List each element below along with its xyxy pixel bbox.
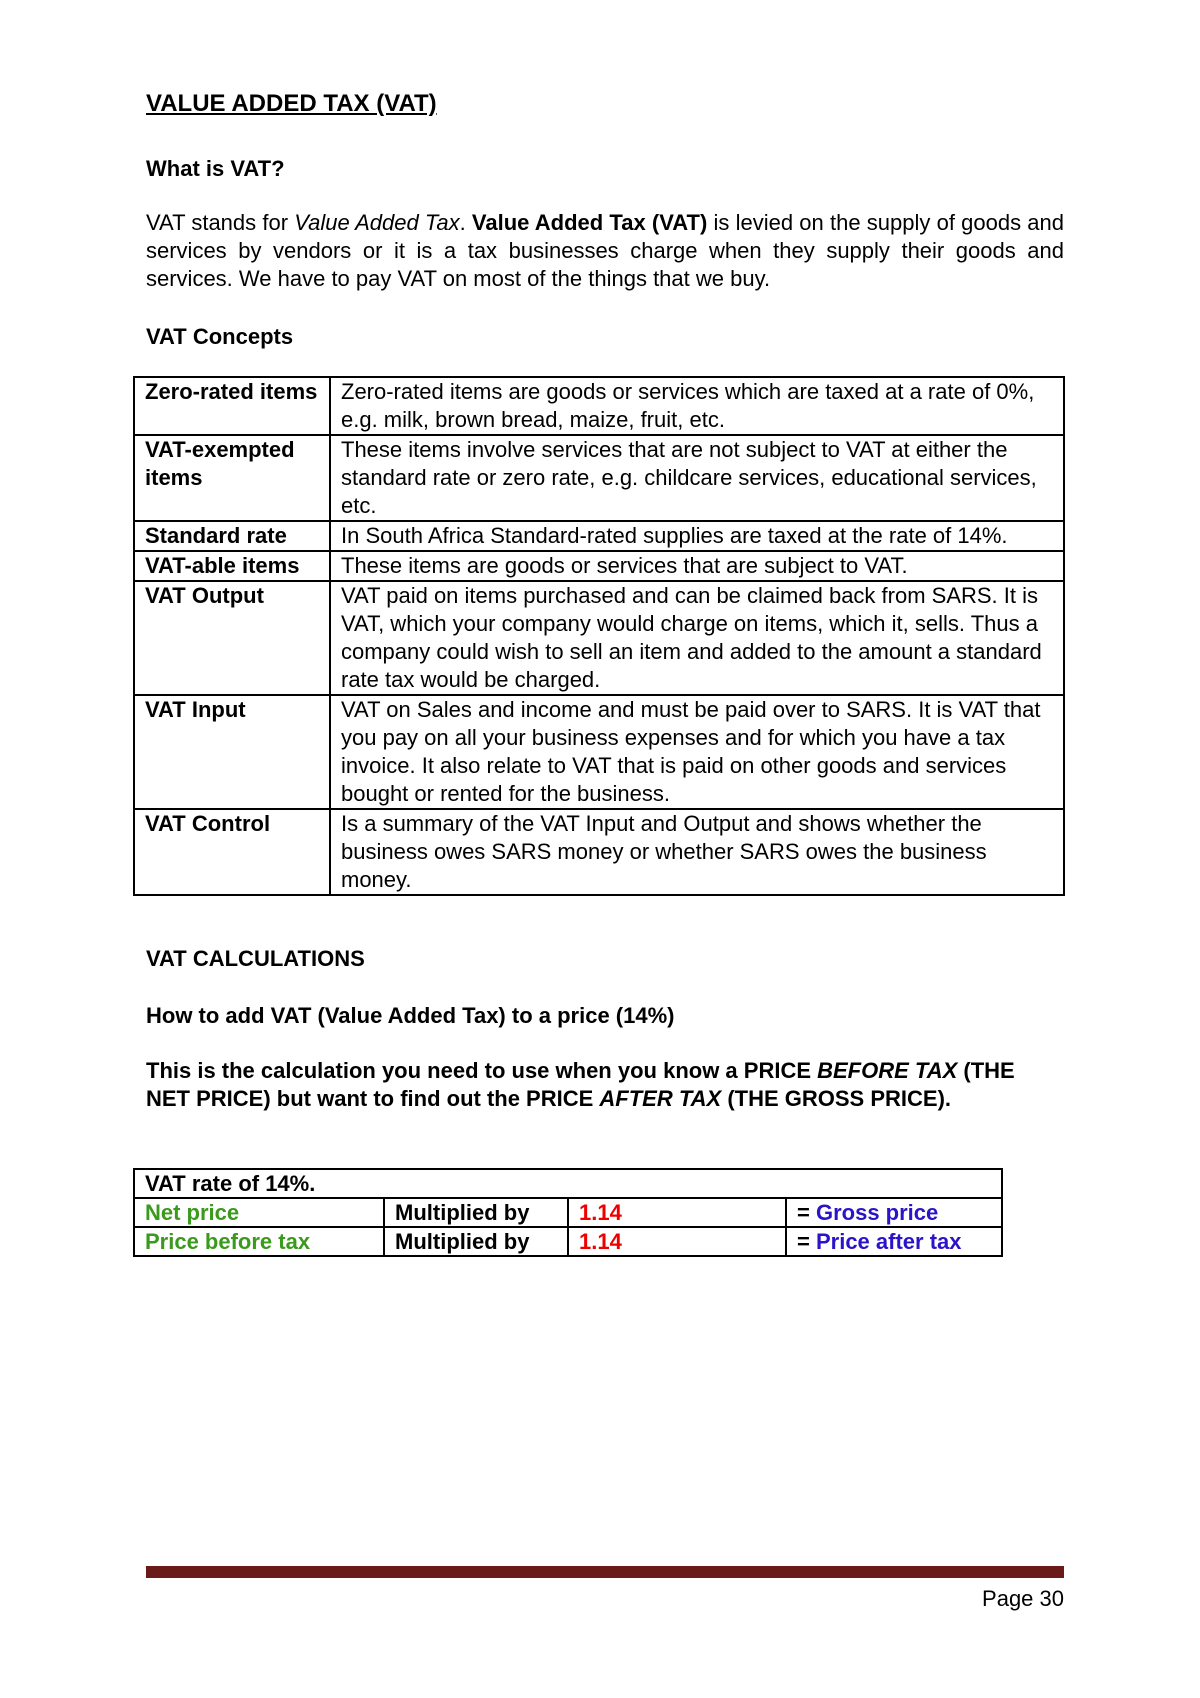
concept-term: VAT Control <box>134 809 330 895</box>
page-title: VALUE ADDED TAX (VAT) <box>146 90 437 117</box>
table-header-row <box>134 1169 1002 1198</box>
calculation-intro <box>146 1057 1064 1113</box>
vat-text-2: . <box>459 210 472 235</box>
page-number: Page 30 <box>982 1586 1064 1611</box>
concept-term: Zero-rated items <box>134 377 330 435</box>
what-is-vat-heading: What is VAT? <box>146 156 285 181</box>
vat-text-bold: Value Added Tax (VAT) <box>471 210 708 235</box>
calc-factor-cell: 1.14 <box>568 1198 786 1227</box>
calc-result-text: Gross price <box>815 1200 939 1225</box>
table-row <box>134 551 1064 581</box>
calc-table-header: VAT rate of 14%. <box>134 1169 1002 1198</box>
concept-term: VAT-able items <box>134 551 330 581</box>
concept-term: VAT Input <box>134 695 330 809</box>
intro-text-3: (THE GROSS PRICE). <box>721 1086 952 1111</box>
table-row <box>134 581 1064 695</box>
vat-concepts-table <box>133 376 1065 896</box>
calc-op-cell: Multiplied by <box>384 1227 568 1256</box>
calc-op-cell: Multiplied by <box>384 1198 568 1227</box>
concept-definition: These items are goods or services that are subject to VAT. <box>330 551 1064 581</box>
equals-sign: = <box>797 1200 816 1225</box>
intro-italic-1: BEFORE TAX <box>817 1058 958 1083</box>
concept-term: VAT-exempted items <box>134 435 330 521</box>
concept-definition: VAT paid on items purchased and can be claimed back from SARS. It is VAT, which your company would charge on items, which it, sells. Thus a company could wish to sell an item and added to the amount a standard rate tax would be charged. <box>330 581 1064 695</box>
concept-definition: Zero-rated items are goods or services which are taxed at a rate of 0%, e.g. milk, brown bread, maize, fruit, etc. <box>330 377 1064 435</box>
intro-text-2: (THE NET PRICE) but want to find out the PRICE <box>146 1058 1015 1111</box>
intro-text-1: This is the calculation you need to use when you know a PRICE <box>146 1058 818 1083</box>
table-row <box>134 1227 1002 1256</box>
table-row <box>134 1198 1002 1227</box>
concept-term: Standard rate <box>134 521 330 551</box>
vat-text-italic: Value Added Tax <box>294 210 460 235</box>
concept-definition: Is a summary of the VAT Input and Output and shows whether the business owes SARS money or whether SARS owes the business money. <box>330 809 1064 895</box>
equals-sign: = <box>797 1229 816 1254</box>
vat-text-1: VAT stands for <box>146 210 295 235</box>
add-vat-subheading: How to add VAT (Value Added Tax) to a price (14%) <box>146 1003 675 1028</box>
vat-concepts-heading: VAT Concepts <box>146 324 294 349</box>
vat-calculation-table <box>133 1168 1003 1257</box>
intro-italic-2: AFTER TAX <box>599 1086 722 1111</box>
calc-result-cell <box>786 1198 1002 1227</box>
calc-result-text: Price after tax <box>815 1229 962 1254</box>
table-row <box>134 809 1064 895</box>
calc-result-cell <box>786 1227 1002 1256</box>
concept-definition: VAT on Sales and income and must be paid over to SARS. It is VAT that you pay on all your business expenses and for which you have a tax invoice. It also relate to VAT that is paid on other goods and services bought or rented for the business. <box>330 695 1064 809</box>
concept-definition: These items involve services that are not subject to VAT at either the standard rate or zero rate, e.g. childcare services, educational services, etc. <box>330 435 1064 521</box>
table-row <box>134 521 1064 551</box>
calc-left-cell: Price before tax <box>134 1227 384 1256</box>
concept-definition: In South Africa Standard-rated supplies are taxed at the rate of 14%. <box>330 521 1064 551</box>
table-row <box>134 435 1064 521</box>
calc-left-cell: Net price <box>134 1198 384 1227</box>
vat-calculations-heading: VAT CALCULATIONS <box>146 946 365 971</box>
footer-divider-bar <box>146 1566 1064 1578</box>
vat-text-3: is levied on the supply of goods and services by vendors or it is a tax businesses charge when they supply their goods and services. We have to pay VAT on most of the things that we buy. <box>146 210 1064 291</box>
table-row <box>134 695 1064 809</box>
table-row <box>134 377 1064 435</box>
what-is-vat-paragraph <box>146 209 1064 293</box>
calc-factor-cell: 1.14 <box>568 1227 786 1256</box>
concept-term: VAT Output <box>134 581 330 695</box>
